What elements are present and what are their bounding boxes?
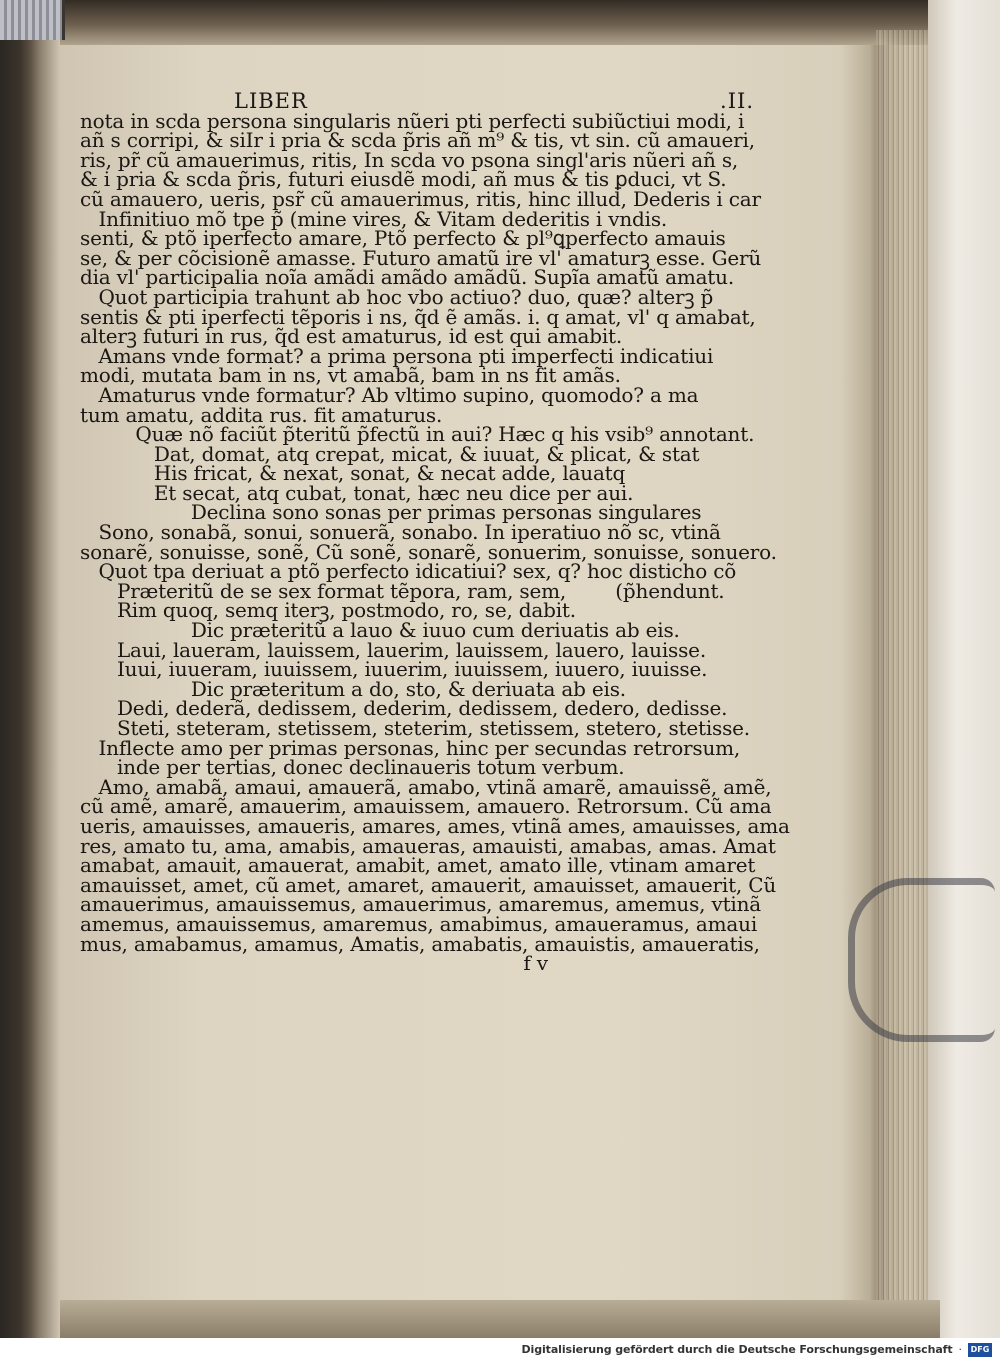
text-line: Laui, laueram, lauissem, lauerim, lauissem, lauero, lauisse. <box>80 637 706 662</box>
book-bottom-edge <box>60 1300 940 1338</box>
text-line: Inflecte amo per primas personas, hinc per secundas retrorsum, <box>80 735 741 760</box>
text-line: Declina sono sonas per primas personas singulares <box>80 500 702 525</box>
dfg-logo-icon: DFG <box>968 1343 992 1357</box>
text-line: ris, pr̃ cũ amauerimus, ritis, In scda vo psona singl'aris nũeri añ s, <box>80 147 739 172</box>
text-line: Quæ nõ faciũt p̃teritũ p̃fectũ in aui? Hæc q his vsib⁹ annotant. <box>80 422 755 447</box>
text-line: sonarẽ, sonuisse, sonẽ, Cũ sonẽ, sonarẽ, sonuerim, sonuisse, sonuero. <box>80 539 777 564</box>
text-line: His fricat, & nexat, sonat, & necat adde, lauatq <box>80 461 626 486</box>
page-text <box>80 89 790 976</box>
footer-bar <box>0 1338 1000 1361</box>
page-clip <box>848 878 995 1042</box>
page-edges <box>876 30 932 1320</box>
text-line: añ s corripi, & siIr i pria & scda p̃ris añ m⁹ & tis, vt sin. cũ amaueri, <box>80 128 755 153</box>
text-line: f v <box>80 951 548 976</box>
text-line: cũ amauero, ueris, psr̃ cũ amauerimus, ritis, hinc illud, Dederis i car <box>80 186 761 211</box>
text-lines <box>80 108 790 976</box>
text-line: tum amatu, addita rus. fit amaturus. <box>80 402 443 427</box>
header-right: .II. <box>720 89 754 113</box>
text-line: Quot participia trahunt ab hoc vbo actiuo? duo, quæ? alterꝫ p̃ <box>80 284 714 309</box>
text-line: Dedi, dederã, dedissem, dederim, dedissem, dedero, dedisse. <box>80 696 728 721</box>
text-line: senti, & ptõ iperfecto amare, Ptõ perfecto & pl⁹ꝗperfecto amauis <box>80 226 726 251</box>
text-line: Amaturus vnde formatur? Ab vltimo supino, quomodo? a ma <box>80 382 699 407</box>
text-line: Et secat, atq cubat, tonat, hæc neu dice per aui. <box>80 480 634 505</box>
text-line: inde per tertias, donec declinaueris totum verbum. <box>80 755 625 780</box>
text-line: cũ amẽ, amarẽ, amauerim, amauissem, amauero. Retrorsum. Cũ ama <box>80 794 772 819</box>
text-line: Quot tpa deriuat a ptõ perfecto idicatiui? sex, q? hoc disticho cõ <box>80 559 737 584</box>
text-line: Rim quoq, semq iterꝫ, postmodo, ro, se, dabit. <box>80 598 576 623</box>
footer-text: Digitalisierung gefördert durch die Deutsche Forschungsgemeinschaft <box>521 1343 953 1356</box>
ribbon-bookmark <box>0 0 65 40</box>
text-line: alterꝫ futuri in rus, q̃d est amaturus, id est qui amabit. <box>80 324 623 349</box>
text-line: amabat, amauit, amauerat, amabit, amet, amato ille, vtinam amaret <box>80 853 756 878</box>
text-line: modi, mutata bam in ns, vt amabã, bam in ns fit amãs. <box>80 363 621 388</box>
footer-separator: · <box>958 1343 962 1356</box>
text-line: Steti, steteram, stetissem, steterim, stetissem, stetero, stetisse. <box>80 716 750 740</box>
text-line: Iuui, iuueram, iuuissem, iuuerim, iuuissem, iuuero, iuuisse. <box>80 657 708 682</box>
text-line: nota in scda persona singularis nũeri pti perfecti subiũctiui modi, i <box>80 108 745 133</box>
text-line: Amo, amabã, amaui, amauerã, amabo, vtinã amarẽ, amauissẽ, amẽ, <box>80 774 772 799</box>
text-line: amemus, amauissemus, amaremus, amabimus, amaueramus, amaui <box>80 911 758 936</box>
text-line: Sono, sonabã, sonui, sonuerã, sonabo. In iperatiuo nõ sc, vtinã <box>80 520 721 545</box>
text-line: dia vl' participalia noĩa amãdi amãdo amãdũ. Supĩa amatũ amatu. <box>80 265 734 290</box>
text-line: Præteritũ de se sex format tẽpora, ram, sem, (p̃hendunt. <box>80 578 725 603</box>
book-cover-board <box>928 0 1000 1338</box>
text-line: sentis & pti iperfecti tẽporis i ns, q̃d ẽ amãs. i. q amat, vl' q amabat, <box>80 304 756 329</box>
header-left: LIBER <box>234 89 308 113</box>
text-line: se, & per cõcisionẽ amasse. Futuro amatũ ire vl' amaturꝫ esse. Gerũ <box>80 245 762 270</box>
text-line: mus, amabamus, amamus, Amatis, amabatis, amauistis, amaueratis, <box>80 931 760 956</box>
text-line: amauisset, amet, cũ amet, amaret, amauerit, amauisset, amauerit, Cũ <box>80 872 777 897</box>
text-line: amauerimus, amauissemus, amauerimus, amaremus, amemus, vtinã <box>80 892 762 917</box>
text-line: Dic præteritũ a lauo & iuuo cum deriuatis ab eis. <box>80 618 680 643</box>
text-line: Dat, domat, atq crepat, micat, & iuuat, & plicat, & stat <box>80 441 700 466</box>
text-line: & i pria & scda p̃ris, futuri eiusdẽ modi, añ mus & tis ꝑduci, vt S. <box>80 167 727 192</box>
text-line: Amans vnde format? a prima persona pti imperfecti indicatiui <box>80 343 714 368</box>
text-line: ueris, amauisses, amaueris, amares, ames, vtinã ames, amauisses, ama <box>80 813 790 838</box>
book-top-edge <box>60 0 1000 45</box>
text-line: Infinitiuo mõ tpe p̃ (mine vires, & Vitam dederitis i vndis. <box>80 206 668 231</box>
text-line: res, amato tu, ama, amabis, amaueras, amauisti, amabas, amas. Amat <box>80 833 776 858</box>
text-line: Dic præteritum a do, sto, & deriuata ab eis. <box>80 676 626 701</box>
